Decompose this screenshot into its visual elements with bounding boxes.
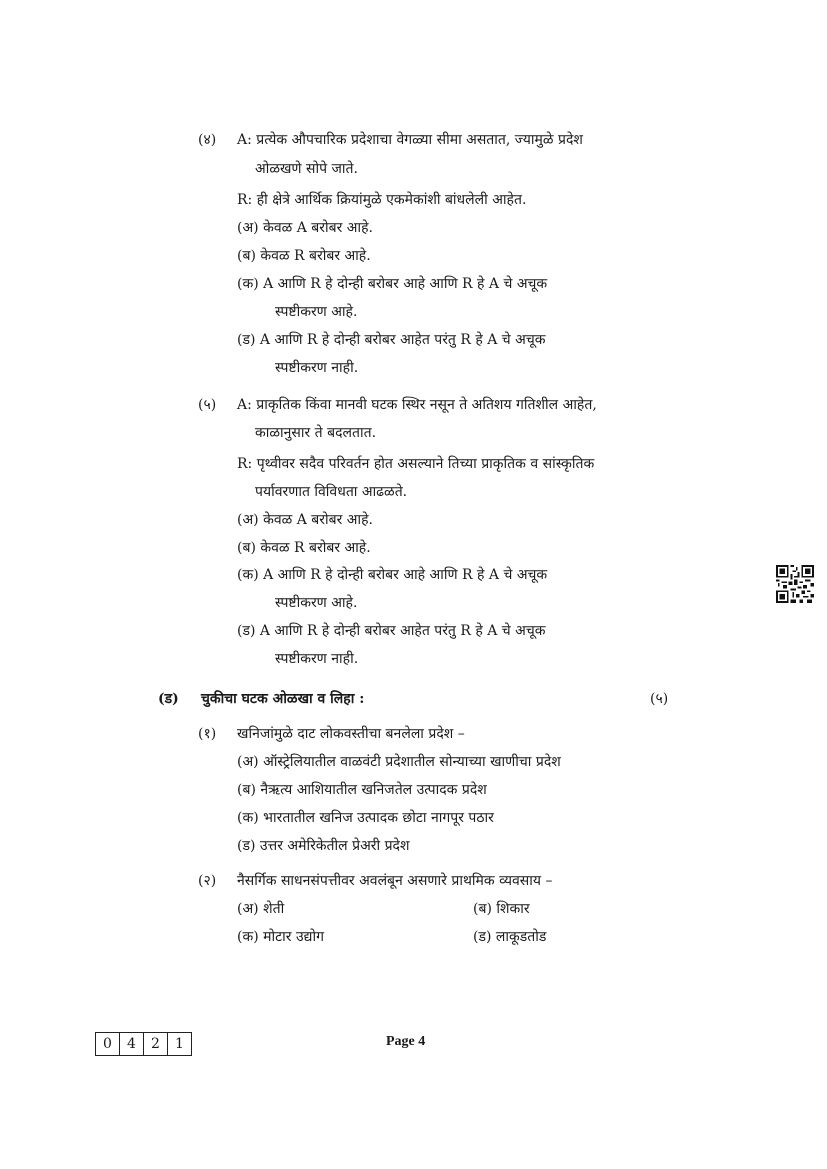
- q4-option-k-line1: (क) A आणि R हे दोन्ही बरोबर आहे आणि R हे A चे अचूक: [237, 276, 548, 292]
- q4-assertion-line2: ओळखणे सोपे जाते.: [255, 161, 358, 177]
- q5-reason-line1: R: पृथ्वीवर सदैव परिवर्तन होत असल्याने तिच्या प्राकृतिक व सांस्कृतिक: [237, 456, 595, 472]
- q5-option-a: (अ) केवळ A बरोबर आहे.: [237, 512, 373, 528]
- d2-option-k: (क) मोटार उद्योग: [237, 929, 324, 945]
- d2-option-d: (ड) लाकूडतोड: [473, 929, 547, 945]
- paper-code-digit: 1: [167, 1032, 192, 1056]
- section-d-label: (ड): [158, 691, 179, 707]
- q4-number: (४): [198, 132, 217, 148]
- d1-option-d: (ड) उत्तर अमेरिकेतील प्रेअरी प्रदेश: [237, 838, 410, 854]
- d1-stem: खनिजांमुळे दाट लोकवस्तीचा बनलेला प्रदेश –: [237, 726, 465, 742]
- q5-option-d-line1: (ड) A आणि R हे दोन्ही बरोबर आहेत परंतु R हे A चे अचूक: [237, 623, 546, 639]
- q5-option-k-line2: स्पष्टीकरण आहे.: [275, 595, 358, 611]
- d2-number: (२): [198, 873, 217, 889]
- d2-option-a: (अ) शेती: [237, 901, 285, 917]
- paper-code-box: [96, 1032, 192, 1056]
- d2-option-b: (ब) शिकार: [473, 901, 530, 917]
- q5-number: (५): [198, 397, 217, 413]
- d1-number: (१): [198, 726, 217, 742]
- q4-reason-line1: R: ही क्षेत्रे आर्थिक क्रियांमुळे एकमेकांशी बांधलेली आहेत.: [237, 192, 527, 208]
- paper-code-digit: 4: [119, 1032, 144, 1056]
- q4-assertion-line1: A: प्रत्येक औपचारिक प्रदेशाचा वेगळ्या सीमा असतात, ज्यामुळे प्रदेश: [237, 132, 583, 148]
- page-number: Page 4: [386, 1034, 426, 1049]
- q5-reason-line2: पर्यावरणात विविधता आढळते.: [255, 484, 408, 500]
- section-d-title: चुकीचा घटक ओळखा व लिहा :: [201, 691, 365, 707]
- d1-option-k: (क) भारतातील खनिज उत्पादक छोटा नागपूर पठार: [237, 810, 494, 826]
- q4-option-b: (ब) केवळ R बरोबर आहे.: [237, 248, 371, 264]
- q4-option-d-line1: (ड) A आणि R हे दोन्ही बरोबर आहेत परंतु R हे A चे अचूक: [237, 332, 546, 348]
- d1-option-b: (ब) नैऋत्य आशियातील खनिजतेल उत्पादक प्रदेश: [237, 782, 487, 798]
- q5-option-k-line1: (क) A आणि R हे दोन्ही बरोबर आहे आणि R हे A चे अचूक: [237, 567, 548, 583]
- q5-option-b: (ब) केवळ R बरोबर आहे.: [237, 540, 371, 556]
- q4-option-d-line2: स्पष्टीकरण नाही.: [275, 360, 359, 376]
- section-d-marks: (५): [650, 691, 669, 707]
- paper-code-digit: 2: [143, 1032, 168, 1056]
- qr-code-icon: [776, 565, 814, 603]
- d2-stem: नैसर्गिक साधनसंपत्तीवर अवलंबून असणारे प्राथमिक व्यवसाय –: [237, 873, 553, 889]
- q5-assertion-line1: A: प्राकृतिक किंवा मानवी घटक स्थिर नसून ते अतिशय गतिशील आहेत,: [237, 397, 597, 413]
- d1-option-a: (अ) ऑस्ट्रेलियातील वाळवंटी प्रदेशातील सोन्याच्या खाणीचा प्रदेश: [237, 754, 561, 770]
- q5-option-d-line2: स्पष्टीकरण नाही.: [275, 651, 359, 667]
- q5-assertion-line2: काळानुसार ते बदलतात.: [255, 425, 377, 441]
- q4-option-k-line2: स्पष्टीकरण आहे.: [275, 304, 358, 320]
- paper-code-digit: 0: [95, 1032, 120, 1056]
- q4-option-a: (अ) केवळ A बरोबर आहे.: [237, 220, 373, 236]
